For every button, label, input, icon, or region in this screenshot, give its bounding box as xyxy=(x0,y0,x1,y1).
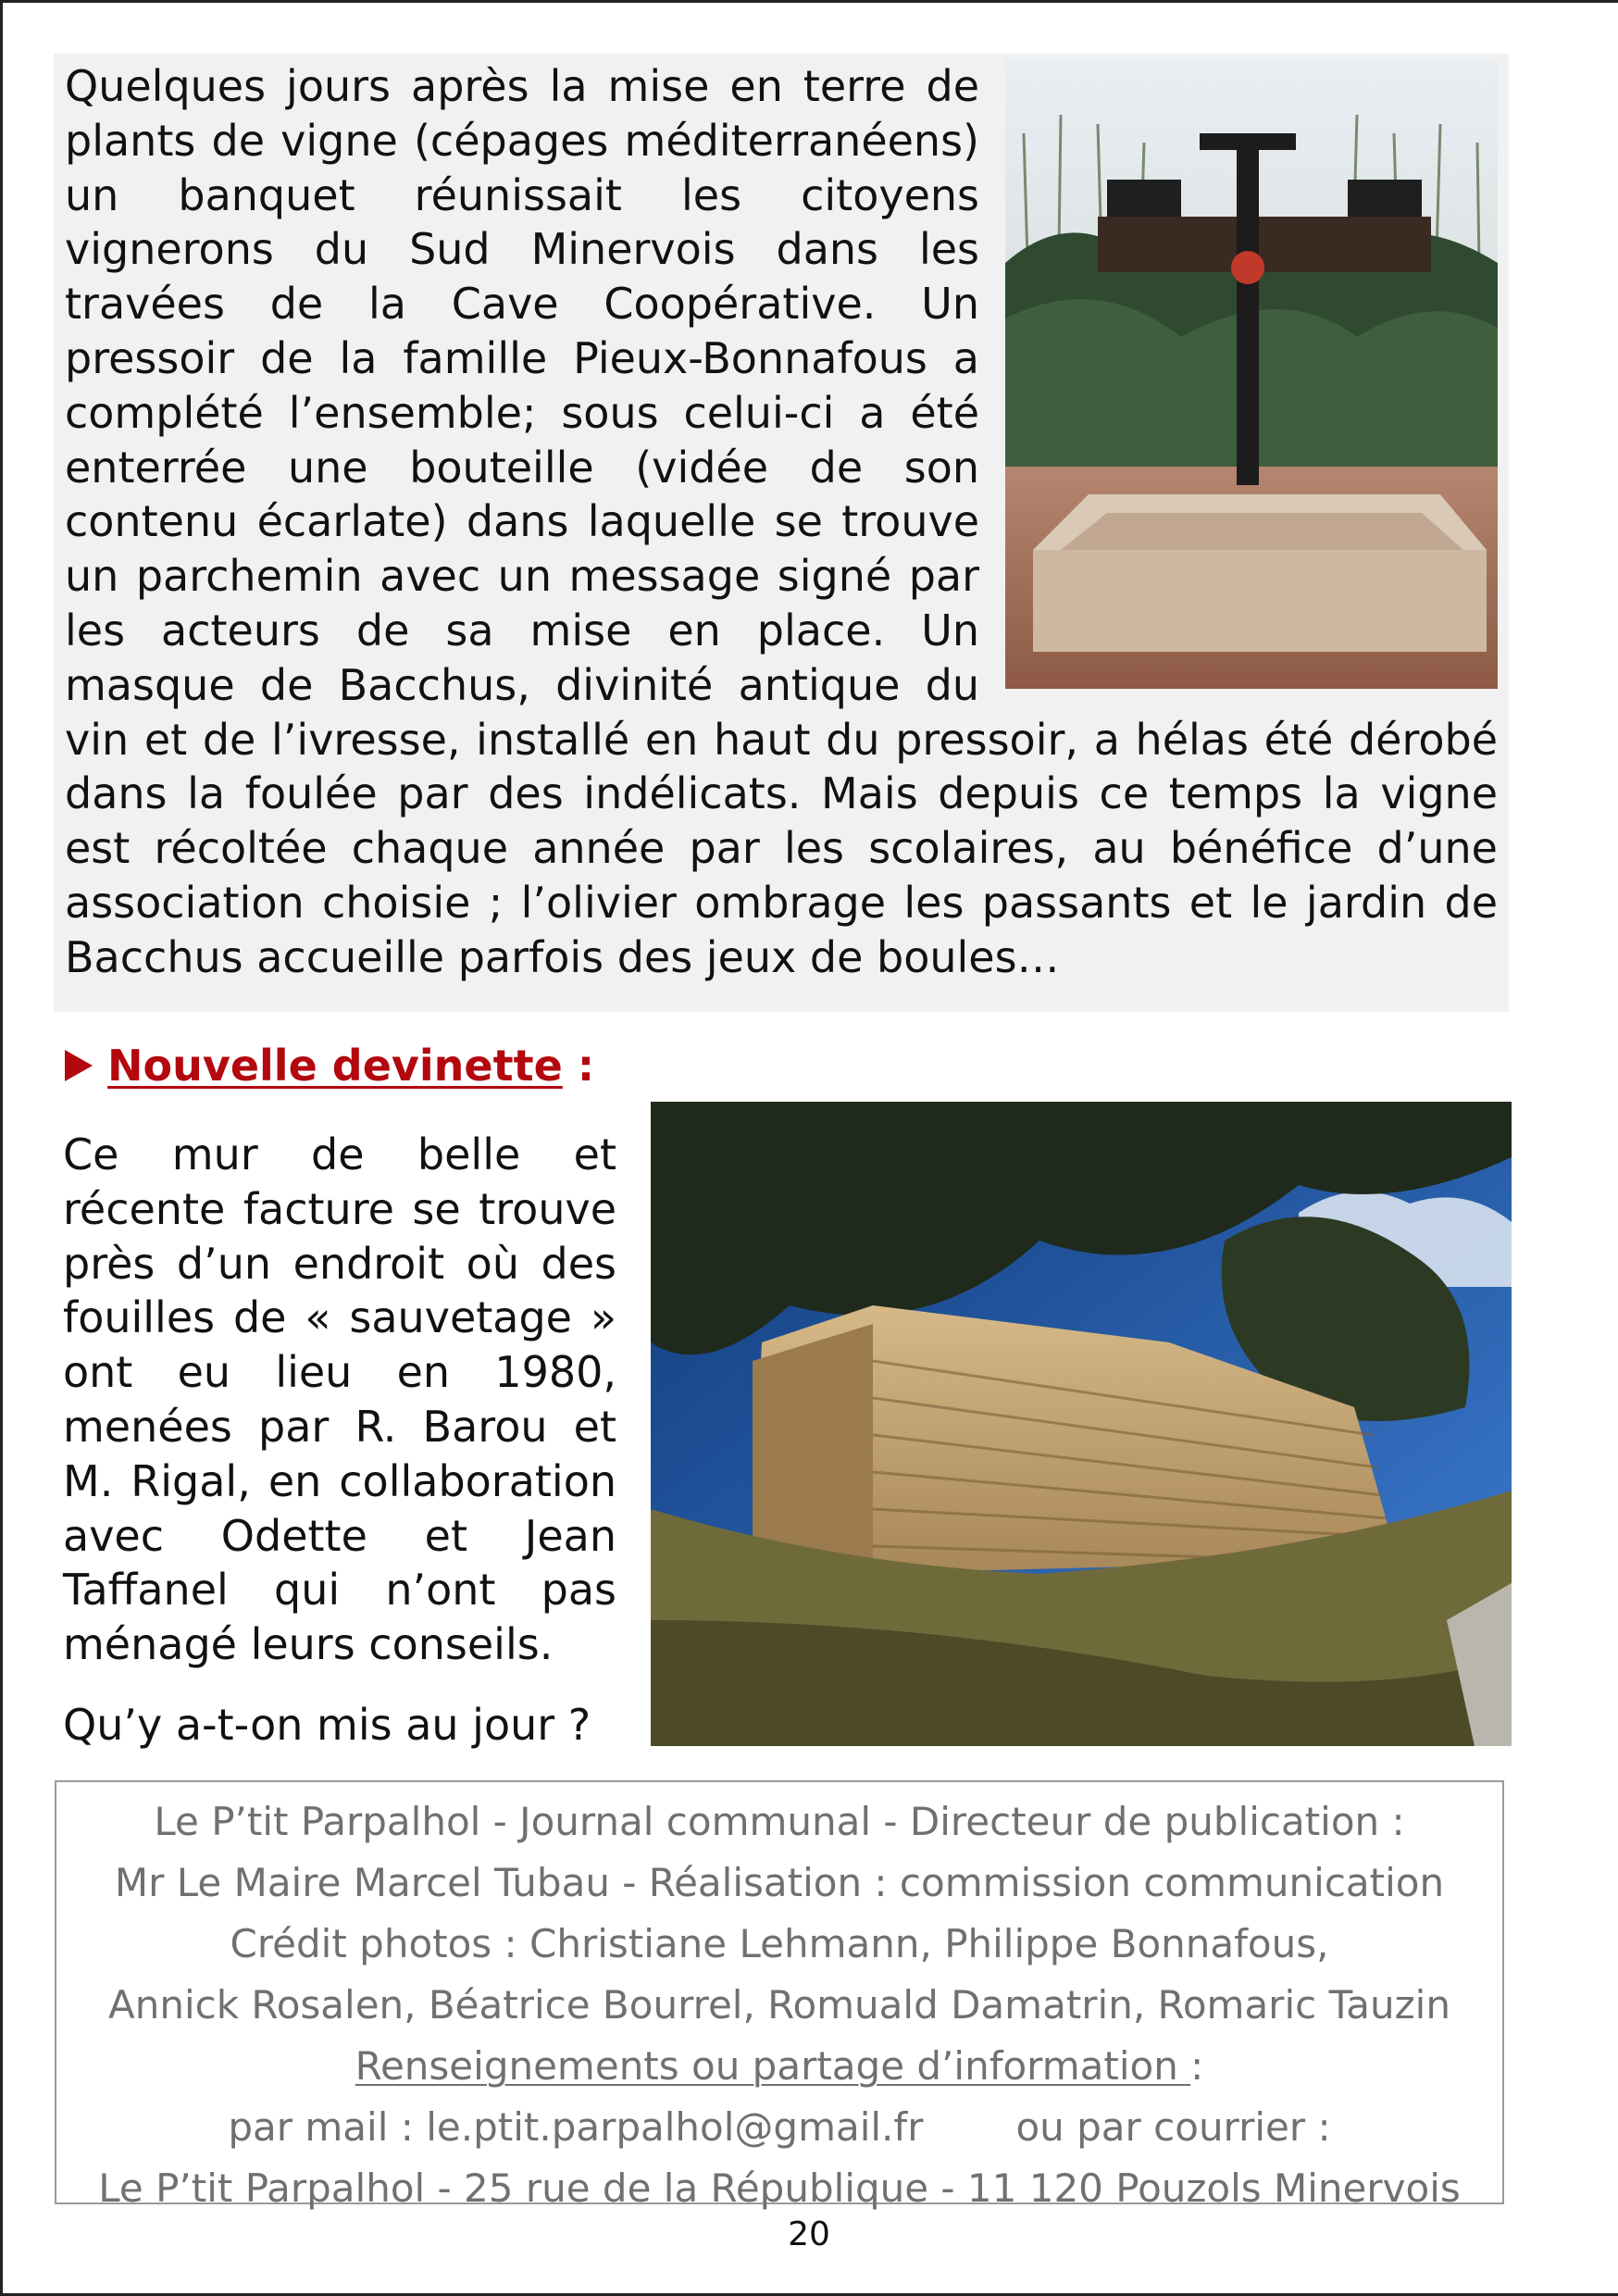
footer-line-4: Annick Rosalen, Béatrice Bourrel, Romuald Damatrin, Romaric Tauzin xyxy=(108,1982,1450,2028)
info-link[interactable]: Renseignements ou partage d’information xyxy=(355,2043,1191,2089)
footer-line-3: Crédit photos : Christiane Lehmann, Philippe Bonnafous, xyxy=(230,1921,1329,1966)
footer-line-2: Mr Le Maire Marcel Tubau - Réalisation : commission communication xyxy=(114,1860,1445,1905)
intro-paragraph: Quelques jours après la mise en terre de plants de vigne (cépages méditerranéens) un banquet réunissait les citoyens vignerons du Sud Minervois dans les travées de la Cave Coopérative. Un pressoir de la famille Pieux-Bonnafous a complété l’ensemble; sous celui-ci a été enterrée une bouteille (vidée de son contenu écarlate) dans laquelle se trouve un parchemin avec un message signé par les acteurs de sa mise en place. Un masque de Bacchus, divinité antique du vin et de l’ivresse, installé en haut du pressoir, a hélas été dérobé dans la foulée par des indélicats. Mais depuis ce temps la vigne est récoltée chaque année par les scolaires, au bénéfice d’une association choisie ; l’olivier ombrage les passants et le jardin de Bacchus accueille parfois des jeux de boules… xyxy=(65,61,1498,982)
page-border-left xyxy=(0,0,3,2296)
footer-address: Le P’tit Parpalhol - 25 rue de la République - 11 120 Pouzols Minervois xyxy=(98,2165,1461,2211)
footer-line-1: Le P’tit Parpalhol - Journal communal - Directeur de publication : xyxy=(154,1799,1405,1844)
info-colon: : xyxy=(1190,2043,1204,2089)
riddle-text: Ce mur de belle et récente facture se trouve près d’un endroit où des fouilles de « sauvetage » ont eu lieu en 1980, menées par R. Barou et M. Rigal, en collaboration avec Odette et Jean Taffanel qui n’ont pas ménagé leurs conseils. xyxy=(63,1129,616,1670)
footer-info-line xyxy=(56,2036,1502,2097)
footer-contact-line xyxy=(56,2097,1502,2158)
page-border-top xyxy=(0,0,1618,3)
page-number: 20 xyxy=(788,2215,830,2253)
footer-credits xyxy=(55,1780,1504,2211)
stone-wall-photo xyxy=(651,1102,1512,1746)
play-triangle-icon xyxy=(65,1050,93,1081)
riddle-colon: : xyxy=(577,1041,595,1091)
courrier-label: ou par courrier : xyxy=(1015,2104,1331,2150)
riddle-title: Nouvelle devinette xyxy=(107,1041,563,1091)
riddle-header xyxy=(65,1041,594,1091)
mail-contact[interactable]: par mail : le.ptit.parpalhol@gmail.fr xyxy=(228,2104,924,2150)
riddle-question: Qu’y a-t-on mis au jour ? xyxy=(63,1700,591,1750)
wine-press-photo xyxy=(1005,59,1498,689)
